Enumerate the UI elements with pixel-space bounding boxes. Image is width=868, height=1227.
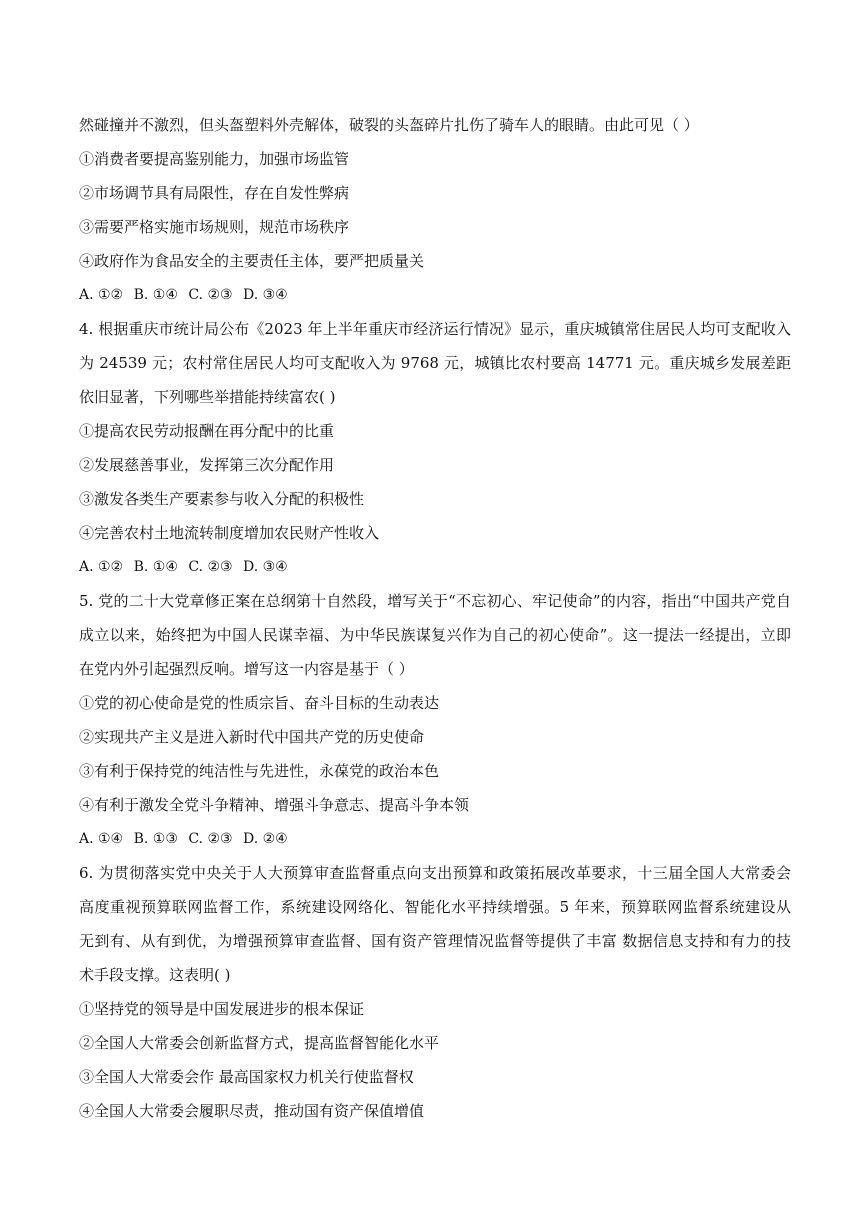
choice-a: A. ①②: [79, 559, 124, 575]
question-5-option-2: ②实现共产主义是进入新时代中国共产党的历史使命: [79, 728, 425, 746]
question-3-stem-tail: 然碰撞并不激烈，但头盔塑料外壳解体，破裂的头盔碎片扎伤了骑车人的眼睛。由此可见（ ）: [79, 116, 699, 134]
question-6-option-3: ③全国人大常委会作 最高国家权力机关行使监督权: [79, 1068, 414, 1086]
question-3-option-1: ①消费者要提高鉴别能力，加强市场监管: [79, 150, 350, 168]
choice-a: A. ①④: [79, 831, 124, 847]
question-3-option-4: ④政府作为食品安全的主要责任主体，要严把质量关: [79, 252, 425, 270]
question-3-option-3: ③需要严格实施市场规则，规范市场秩序: [79, 218, 350, 236]
choice-c: C. ②③: [188, 559, 233, 575]
question-6-option-2: ②全国人大常委会创新监督方式，提高监督智能化水平: [79, 1034, 440, 1052]
question-6-option-1: ①坚持党的领导是中国发展进步的根本保证: [79, 1000, 365, 1018]
question-4-stem-line-2: 为 24539 元；农村常住居民人均可支配收入为 9768 元，城镇比农村要高 14771 元。重庆城乡发展差距: [79, 354, 791, 372]
question-5-stem-line-3: 在党内外引起强烈反响。增写这一内容是基于（ ）: [79, 660, 414, 678]
question-4: [79, 312, 791, 584]
question-5-option-1: ①党的初心使命是党的性质宗旨、奋斗目标的生动表达: [79, 694, 440, 712]
question-5-choices: [79, 822, 791, 856]
choice-c: C. ②③: [188, 831, 233, 847]
exam-page: [79, 108, 791, 1128]
choice-b: B. ①③: [133, 831, 178, 847]
choice-d: D. ③④: [243, 287, 288, 303]
question-5: [79, 584, 791, 856]
choice-c: C. ②③: [188, 287, 233, 303]
choice-b: B. ①④: [133, 287, 178, 303]
question-5-option-4: ④有利于激发全党斗争精神、增强斗争意志、提高斗争本领: [79, 796, 470, 814]
question-6-stem-line-1: 6. 为贯彻落实党中央关于人大预算审查监督重点向支出预算和政策拓展改革要求，十三届全国人大常委会: [79, 864, 791, 882]
question-6-stem-line-4: 术手段支撑。这表明( ): [79, 966, 231, 984]
question-4-stem-line-1: 4. 根据重庆市统计局公布《2023 年上半年重庆市经济运行情况》显示，重庆城镇常住居民人均可支配收入: [79, 320, 791, 338]
question-3-choices: [79, 278, 791, 312]
choice-d: D. ③④: [243, 559, 288, 575]
question-3-option-2: ②市场调节具有局限性，存在自发性弊病: [79, 184, 350, 202]
question-4-option-4: ④完善农村土地流转制度增加农民财产性收入: [79, 524, 380, 542]
question-6-option-4: ④全国人大常委会履职尽责，推动国有资产保值增值: [79, 1102, 425, 1120]
choice-a: A. ①②: [79, 287, 124, 303]
choice-d: D. ②④: [243, 831, 288, 847]
question-4-option-1: ①提高农民劳动报酬在再分配中的比重: [79, 422, 335, 440]
question-3: [79, 108, 791, 312]
question-5-stem-line-1: 5. 党的二十大党章修正案在总纲第十自然段，增写关于“不忘初心、牢记使命”的内容，指出“中国共产党自: [79, 592, 791, 610]
question-4-option-2: ②发展慈善事业，发挥第三次分配作用: [79, 456, 335, 474]
question-5-stem-line-2: 成立以来，始终把为中国人民谋幸福、为中华民族谋复兴作为自己的初心使命”。这一提法一经提出，立即: [79, 626, 791, 644]
question-4-choices: [79, 550, 791, 584]
question-4-stem-line-3: 依旧显著，下列哪些举措能持续富农( ): [79, 388, 336, 406]
choice-b: B. ①④: [133, 559, 178, 575]
question-6: [79, 856, 791, 1128]
question-4-option-3: ③激发各类生产要素参与收入分配的积极性: [79, 490, 365, 508]
question-5-option-3: ③有利于保持党的纯洁性与先进性，永葆党的政治本色: [79, 762, 440, 780]
question-6-stem-line-2: 高度重视预算联网监督工作，系统建设网络化、智能化水平持续增强。5 年来，预算联网监督系统建设从: [79, 898, 791, 916]
question-6-stem-line-3: 无到有、从有到优，为增强预算审查监督、国有资产管理情况监督等提供了丰富 数据信息支持和有力的技: [79, 932, 791, 950]
